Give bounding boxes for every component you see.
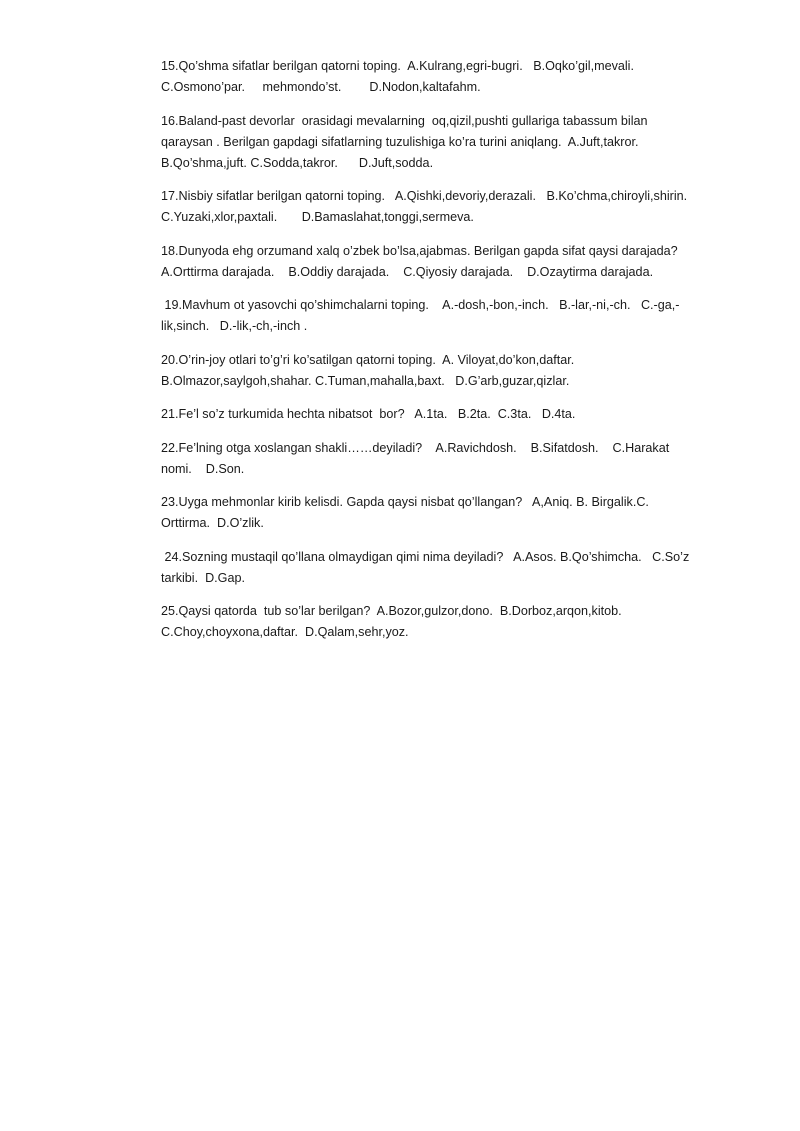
question-20: 20.O’rin-joy otlari to’g’ri ko’satilgan qatorni toping. A. Viloyat,do’kon,daftar. B.Olmazor,saylgoh,shahar. C.Tuman,mahalla,baxt. D.G’arb,guzar,qizlar. [161, 352, 585, 388]
question-18: 18.Dunyoda ehg orzumand xalq o’zbek bo’lsa,ajabmas. Berilgan gapda sifat qaysi darajada? A.Orttirma darajada. B.Oddiy darajada. C.Qiyosiy darajada. D.Ozaytirma darajada. [161, 243, 684, 279]
question-19: 19.Mavhum ot yasovchi qo’shimchalarni toping. A.-dosh,-bon,-inch. B.-lar,-ni,-ch. C.-ga,-lik,sinch. D.-lik,-ch,-inch . [161, 298, 680, 333]
question-24: 24.Sozning mustaqil qo’llana olmaydigan qimi nima deyiladi? A.Asos. B.Qo’shimcha. C.So’z tarkibi. D.Gap. [161, 549, 693, 585]
document-page [161, 56, 699, 656]
question-15: 15.Qo’shma sifatlar berilgan qatorni toping. A.Kulrang,egri-bugri. B.Oqko’gil,mevali. C.Osmono’par. mehmondo’st. D.Nodon,kaltafahm. [161, 59, 645, 94]
question-21: 21.Fe’l so’z turkumida hechta nibatsot bor? A.1ta. B.2ta. C.3ta. D.4ta. [161, 407, 576, 421]
question-22: 22.Fe’lning otga xoslangan shakli……deyiladi? A.Ravichdosh. B.Sifatdosh. C.Harakat nomi. D.Son. [161, 440, 673, 476]
question-25: 25.Qaysi qatorda tub so’lar berilgan? A.Bozor,gulzor,dono. B.Dorboz,arqon,kitob. C.Choy,choyxona,daftar. D.Qalam,sehr,yoz. [161, 604, 633, 639]
question-16: 16.Baland-past devorlar orasidagi mevalarning oq,qizil,pushti gullariga tabassum bilan qaraysan . Berilgan gapdagi sifatlarning tuzulishiga ko’ra turini aniqlang. A.Juft,takror. B.Qo’shma,juft. C.Sodda,takror. D.Juft,sodda. [161, 113, 652, 170]
question-17: 17.Nisbiy sifatlar berilgan qatorni toping. A.Qishki,devoriy,derazali. B.Ko’chma,chiroyli,shirin. C.Yuzaki,xlor,paxtali. D.Bamaslahat,tonggi,sermeva. [161, 189, 698, 224]
question-23: 23.Uyga mehmonlar kirib kelisdi. Gapda qaysi nisbat qo’llangan? A,Aniq. B. Birgalik.C. Orttirma. D.O’zlik. [161, 495, 653, 530]
